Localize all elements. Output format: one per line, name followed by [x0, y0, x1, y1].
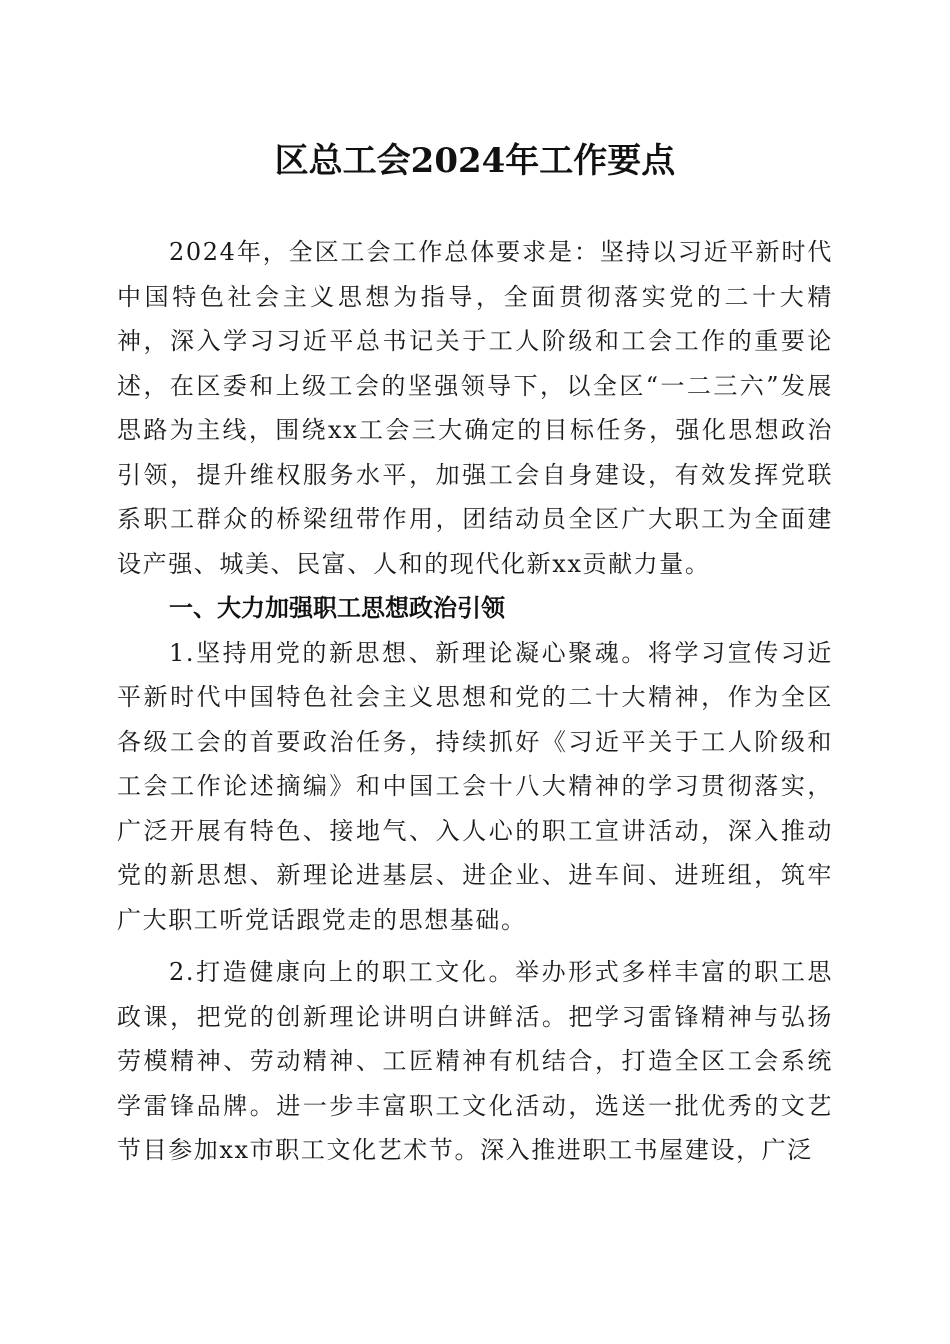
- intro-paragraph: 2024年，全区工会工作总体要求是：坚持以习近平新时代中国特色社会主义思想为指导，全面贯彻落实党的二十大精神，深入学习习近平总书记关于工人阶级和工会工作的重要论述，在区委和上级工会的坚强领导下，以全区“一二三六”发展思路为主线，围绕xx工会三大确定的目标任务，强化思想政治引领，提升维权服务水平，加强工会自身建设，有效发挥党联系职工群众的桥梁纽带作用，团结动员全区广大职工为全面建设产强、城美、民富、人和的现代化新xx贡献力量。: [117, 238, 833, 578]
- item-paragraph-1: 1.坚持用党的新思想、新理论凝心聚魂。将学习宣传习近平新时代中国特色社会主义思想和党的二十大精神，作为全区各级工会的首要政治任务，持续抓好《习近平关于工人阶级和工会工作论述摘编》和中国工会十八大精神的学习贯彻落实，广泛开展有特色、接地气、入人心的职工宣讲活动，深入推动党的新思想、新理论进基层、进企业、进车间、进班组，筑牢广大职工听党话跟党走的思想基础。: [117, 638, 833, 934]
- item-paragraph-2: 2.打造健康向上的职工文化。举办形式多样丰富的职工思政课，把党的创新理论讲明白讲鲜活。把学习雷锋精神与弘扬劳模精神、劳动精神、工匠精神有机结合，打造全区工会系统学雷锋品牌。进一步丰富职工文化活动，选送一批优秀的文艺节目参加xx市职工文化艺术节。深入推进职工书屋建设，广泛: [117, 958, 833, 1164]
- document-body: [117, 230, 833, 1173]
- section-heading-1: 一、大力加强职工思想政治引领: [169, 594, 505, 622]
- paragraph-gap: [117, 942, 833, 950]
- document-title: 区总工会2024年工作要点: [274, 141, 676, 181]
